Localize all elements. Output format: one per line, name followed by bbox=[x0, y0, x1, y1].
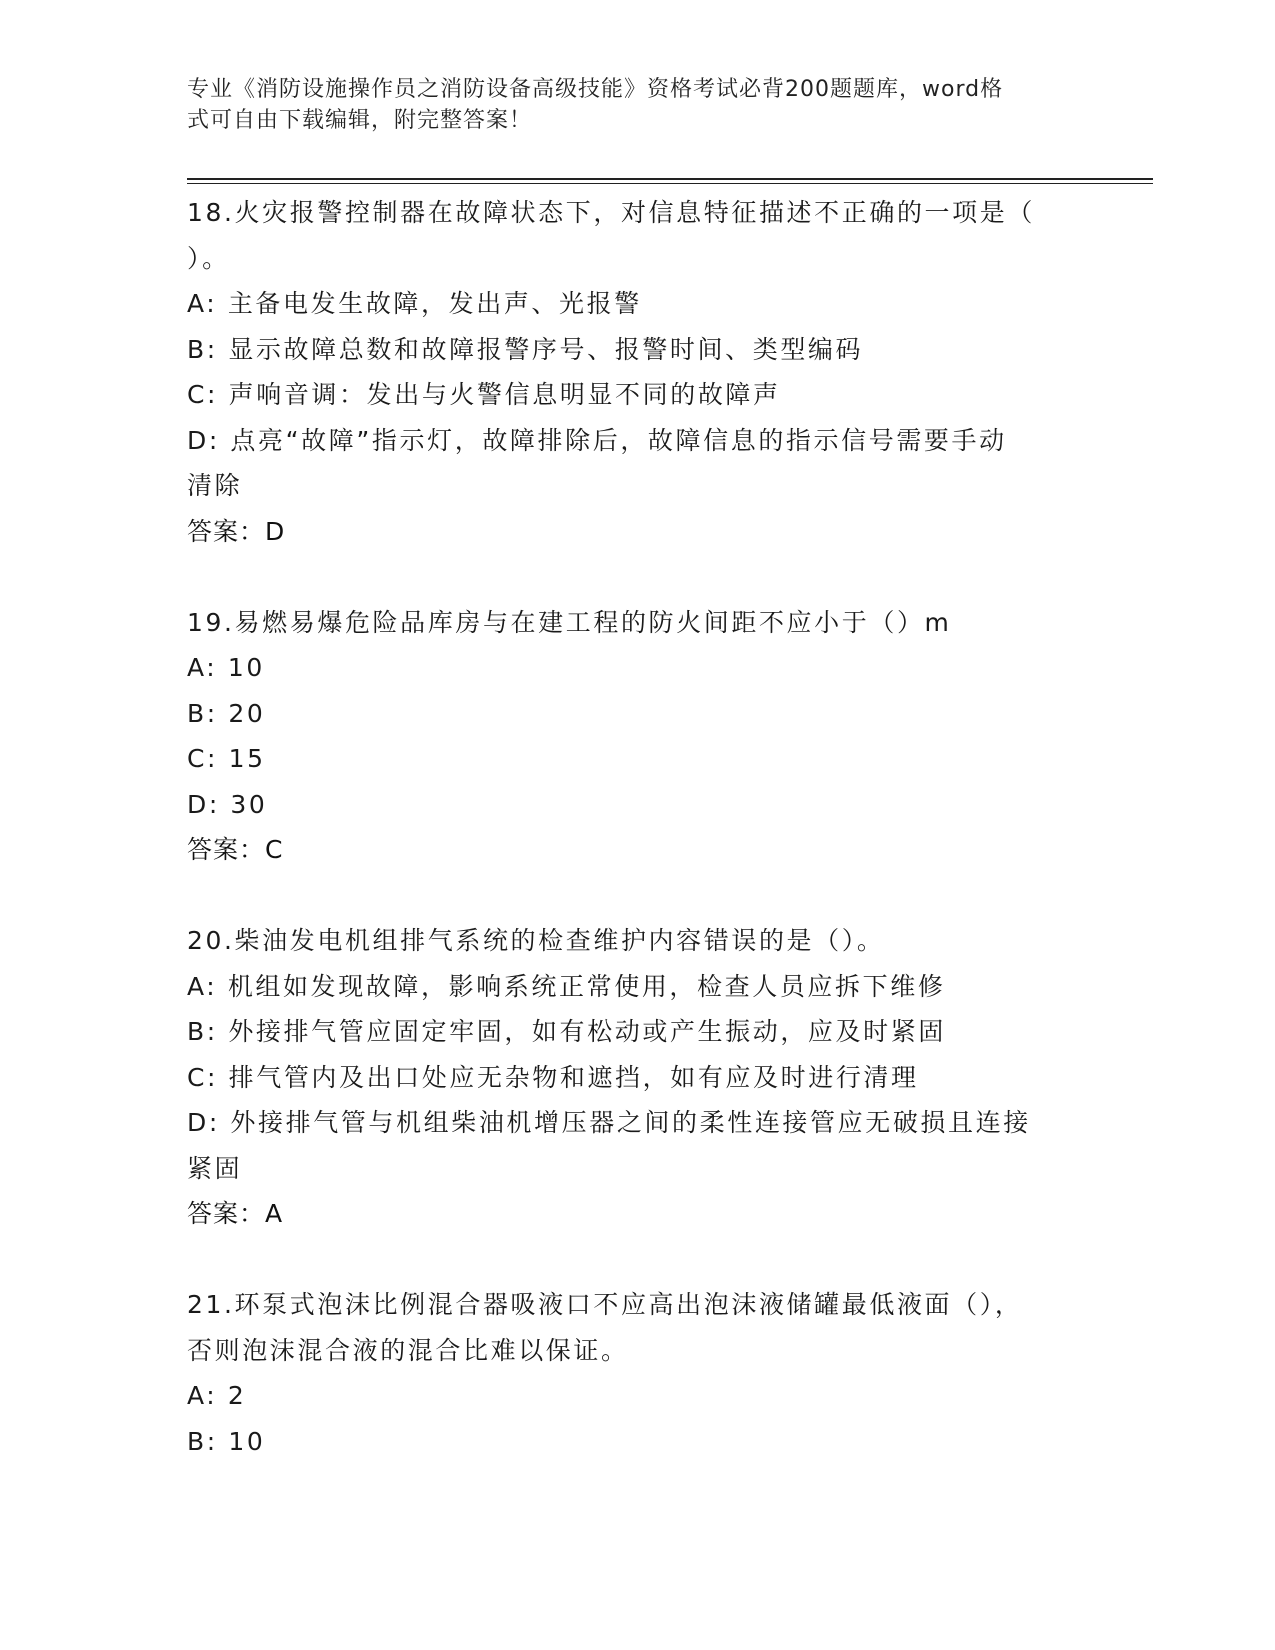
option-d: D: 外接排气管与机组柴油机增压器之间的柔性连接管应无破损且连接 bbox=[187, 1108, 1031, 1137]
header-line-2: 式可自由下载编辑，附完整答案！ bbox=[187, 108, 533, 133]
question-20 bbox=[187, 918, 1087, 1237]
header-divider-thick bbox=[187, 178, 1153, 180]
option-a: A: 主备电发生故障，发出声、光报警 bbox=[187, 289, 642, 318]
spacer bbox=[187, 1237, 1087, 1283]
option-d: D: 30 bbox=[187, 789, 268, 819]
option-d: 紧固 bbox=[187, 1153, 243, 1183]
question-stem: ）。 bbox=[187, 243, 230, 273]
option-b: B: 20 bbox=[187, 698, 266, 728]
option-a: A: 2 bbox=[187, 1381, 247, 1410]
option-b: B: 10 bbox=[187, 1426, 266, 1456]
option-d: D: 点亮“故障”指示灯，故障排除后，故障信息的指示信号需要手动 bbox=[187, 425, 1007, 455]
answer-label: 答案：C bbox=[187, 835, 284, 864]
option-c: C: 声响音调：发出与火警信息明显不同的故障声 bbox=[187, 380, 781, 409]
header-divider-thin bbox=[187, 183, 1153, 184]
document-header bbox=[187, 74, 1067, 136]
option-b: B: 显示故障总数和故障报警序号、报警时间、类型编码 bbox=[187, 334, 864, 364]
question-18 bbox=[187, 190, 1087, 554]
spacer bbox=[187, 873, 1087, 919]
option-a: A: 10 bbox=[187, 653, 265, 682]
spacer bbox=[187, 554, 1087, 600]
answer-label: 答案：A bbox=[187, 1199, 284, 1228]
question-21 bbox=[187, 1282, 1087, 1464]
option-d: 清除 bbox=[187, 471, 243, 500]
question-stem: 19.易燃易爆危险品库房与在建工程的防火间距不应小于（）m bbox=[187, 607, 952, 637]
option-a: A: 机组如发现故障，影响系统正常使用，检查人员应拆下维修 bbox=[187, 971, 946, 1001]
question-stem: 否则泡沫混合液的混合比难以保证。 bbox=[187, 1335, 629, 1365]
question-stem: 20.柴油发电机组排气系统的检查维护内容错误的是（）。 bbox=[187, 926, 885, 955]
question-stem: 18.火灾报警控制器在故障状态下，对信息特征描述不正确的一项是（ bbox=[187, 198, 1035, 227]
option-b: B: 外接排气管应固定牢固，如有松动或产生振动，应及时紧固 bbox=[187, 1017, 946, 1046]
question-stem: 21.环泵式泡沫比例混合器吸液口不应高出泡沫液储罐最低液面（）， bbox=[187, 1290, 1023, 1319]
header-line-1: 专业《消防设施操作员之消防设备高级技能》资格考试必背200题题库，word格 bbox=[187, 77, 1004, 102]
question-19 bbox=[187, 600, 1087, 873]
option-c: C: 15 bbox=[187, 744, 266, 773]
option-c: C: 排气管内及出口处应无杂物和遮挡，如有应及时进行清理 bbox=[187, 1062, 919, 1092]
question-list bbox=[187, 190, 1087, 1464]
answer-label: 答案：D bbox=[187, 516, 286, 546]
